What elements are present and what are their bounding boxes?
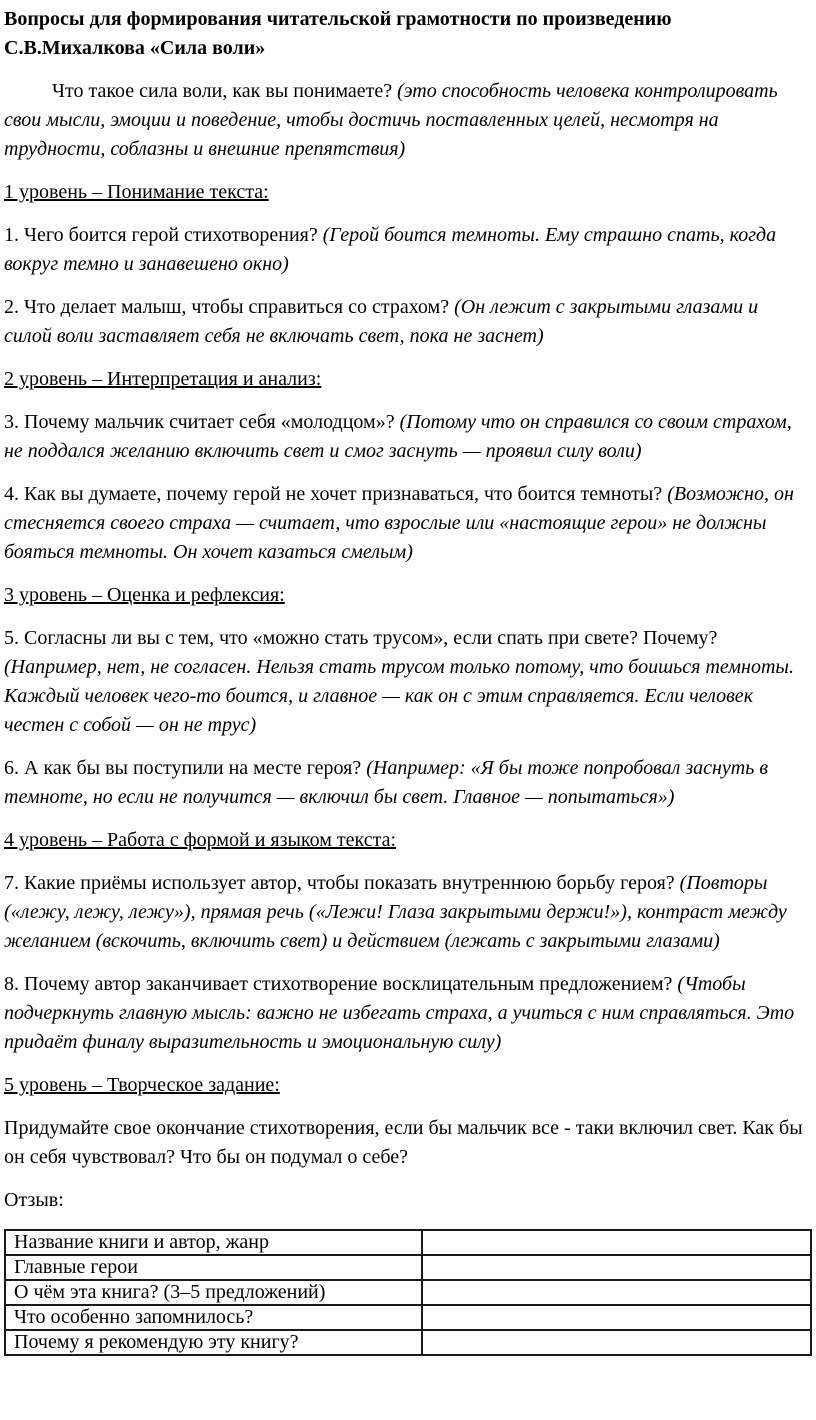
level-5-heading: 5 уровень – Творческое задание: [4,1074,280,1096]
answer-3-text: (Потому что он справился со своим страхом, не поддался желанию включить свет и смог заснуть — проявил силу воли) [4,411,792,462]
table-row [5,1255,811,1280]
row-label-main-characters: Главные герои [5,1255,422,1280]
level-4-heading: 4 уровень – Работа с формой и языком текста: [4,829,397,851]
row-label-why-recommend: Почему я рекомендую эту книгу? [5,1330,422,1355]
level-2-heading: 2 уровень – Интерпретация и анализ: [4,368,322,390]
row-value-main-characters[interactable] [422,1255,811,1280]
question-3-paragraph [4,408,810,466]
table-row [5,1330,811,1355]
intro-question-text: Что такое сила воли, как вы понимаете? [52,80,398,102]
question-5-text: 5. Согласны ли вы с тем, что «можно стать трусом», если спать при свете? Почему? [4,627,718,649]
question-3-text: 3. Почему мальчик считает себя «молодцом»? [4,411,400,433]
question-4-paragraph [4,480,810,567]
creative-task-paragraph: Придумайте свое окончание стихотворения, если бы мальчик все - таки включил свет. Как бы он себя чувствовал? Что бы он подумал о себе? [4,1117,803,1168]
question-4-text: 4. Как вы думаете, почему герой не хочет признаваться, что боится темноты? [4,483,668,505]
row-value-book-title-author[interactable] [422,1230,811,1255]
answer-5-text: (Например, нет, не согласен. Нельзя стать трусом только потому, что боишься темноты. Каждый человек чего-то боится, и главное — как он с этим справляется. Если человек честен с собой — он не трус) [4,656,794,736]
question-8-text: 8. Почему автор заканчивает стихотворение восклицательным предложением? [4,973,678,995]
level-1-heading: 1 уровень – Понимание текста: [4,181,269,203]
row-value-why-recommend[interactable] [422,1330,811,1355]
row-label-book-title-author: Название книги и автор, жанр [5,1230,422,1255]
question-7-text: 7. Какие приёмы использует автор, чтобы показать внутреннюю борьбу героя? [4,872,680,894]
answer-1-text: (Герой боится темноты. Ему страшно спать, когда вокруг темно и занавешено окно) [4,224,777,275]
answer-6-text: (Например: «Я бы тоже попробовал заснуть в темноте, но если не получится — включил бы свет. Главное — попытаться») [4,757,769,808]
intro-paragraph [4,77,810,164]
table-row [5,1305,811,1330]
row-label-about-book: О чём эта книга? (3–5 предложений) [5,1280,422,1305]
question-6-paragraph [4,754,810,812]
answer-2-text: (Он лежит с закрытыми глазами и силой воли заставляет себя не включать свет, пока не заснет) [4,296,759,347]
question-2-text: 2. Что делает малыш, чтобы справиться со страхом? [4,296,455,318]
intro-answer-text: (это способность человека контролировать свои мысли, эмоции и поведение, чтобы достичь поставленных целей, несмотря на трудности, соблазны и внешние препятствия) [4,80,778,160]
row-value-about-book[interactable] [422,1280,811,1305]
question-7-paragraph [4,869,810,956]
table-row [5,1230,811,1255]
question-5-paragraph [4,624,810,740]
row-value-memorable[interactable] [422,1305,811,1330]
question-1-paragraph [4,221,810,279]
question-6-text: 6. А как бы вы поступили на месте героя? [4,757,367,779]
question-2-paragraph [4,293,810,351]
question-1-text: 1. Чего боится герой стихотворения? [4,224,323,246]
question-8-paragraph [4,970,810,1057]
answer-8-text: (Чтобы подчеркнуть главную мысль: важно не избегать страха, а учиться с ним справляться. Это придаёт финалу выразительность и эмоциональную силу) [4,973,795,1053]
table-row [5,1280,811,1305]
review-table [4,1229,812,1356]
document-title: Вопросы для формирования читательской грамотности по произведению С.В.Михалкова «Сила воли» [4,8,672,59]
review-label: Отзыв: [4,1189,64,1211]
answer-7-text: (Повторы («лежу, лежу, лежу»), прямая речь («Лежи! Глаза закрытыми держи!»), контраст между желанием (вскочить, включить свет) и действием (лежать с закрытыми глазами) [4,872,787,952]
answer-4-text: (Возможно, он стесняется своего страха — считает, что взрослые или «настоящие герои» не должны бояться темноты. Он хочет казаться смелым) [4,483,794,563]
row-label-memorable: Что особенно запомнилось? [5,1305,422,1330]
level-3-heading: 3 уровень – Оценка и рефлексия: [4,584,285,606]
